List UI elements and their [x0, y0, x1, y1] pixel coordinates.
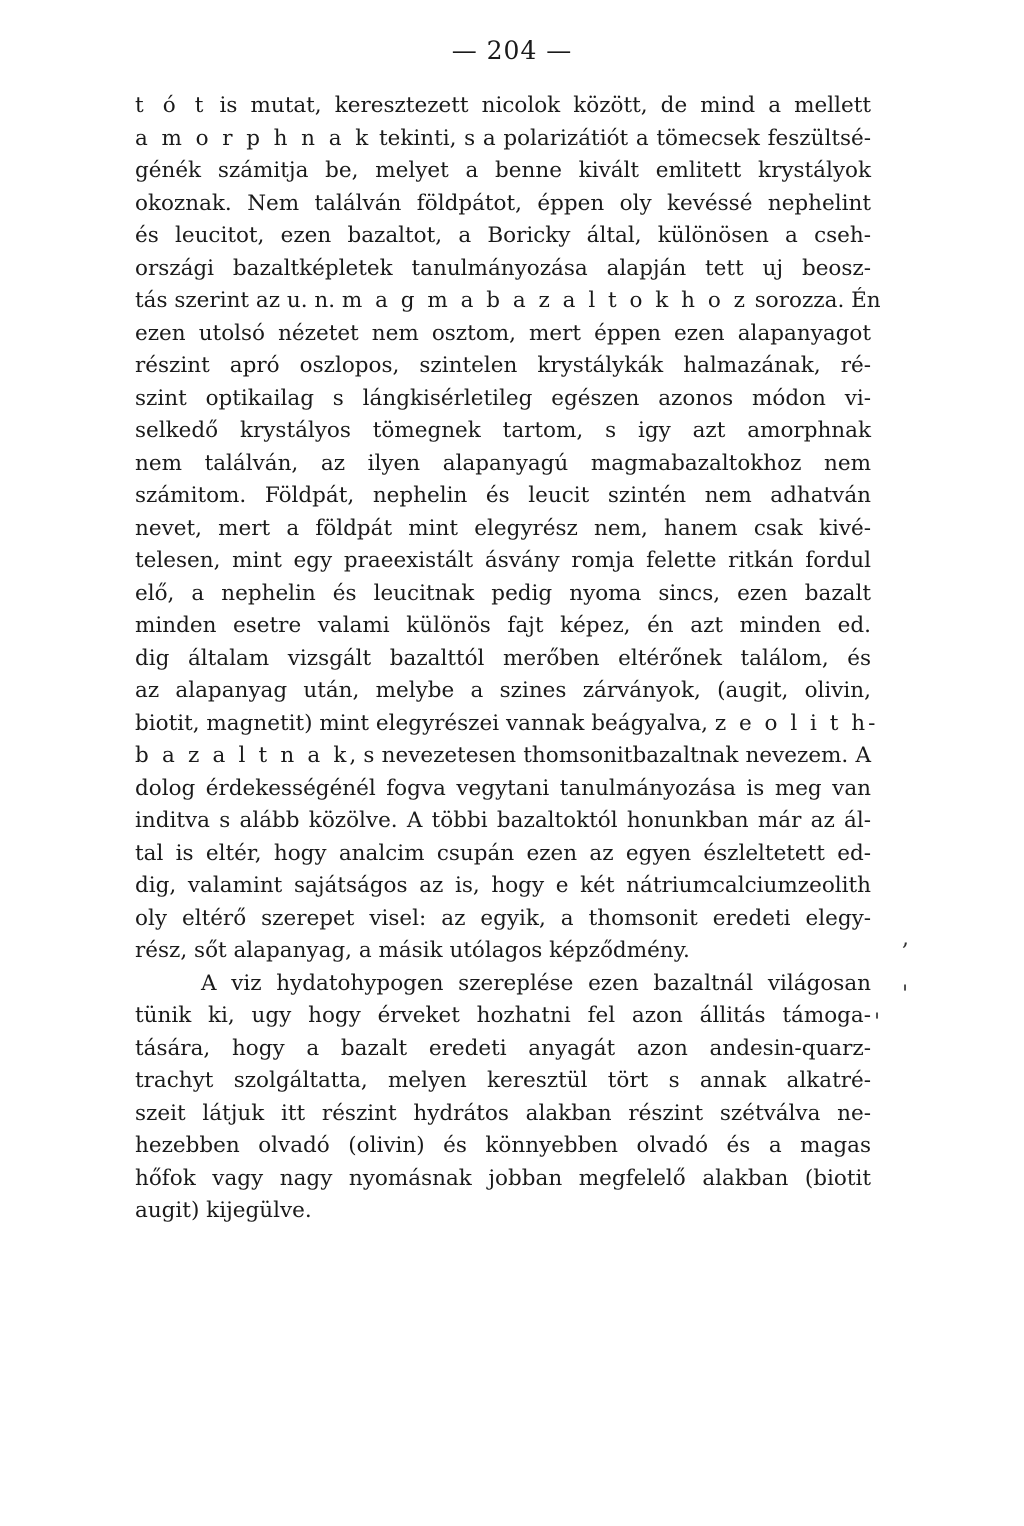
text-line: és leucitot, ezen bazaltot, a Boricky által, különösen a cseh- [135, 223, 871, 248]
text-line: szint optikailag s lángkisérletileg egészen azonos módon vi- [135, 385, 871, 411]
text-line: országi bazaltképletek tanulmányozása alapján tett uj beosz- [135, 255, 871, 281]
page-number: — 204 — [451, 36, 573, 65]
text-line: b a z a l t n a k, s nevezetesen thomsonitbazaltnak nevezem. A [135, 743, 871, 768]
text-line: hőfok vagy nagy nyomásnak jobban megfelelő alakban (biotit [135, 1165, 871, 1191]
text-line: dig általam vizsgált bazalttól merőben eltérőnek találom, és [135, 645, 871, 671]
body-text [135, 90, 881, 1228]
text-line: inditva s alább közölve. A többi bazaltoktól honunkban már az ál- [135, 808, 871, 833]
spaced-term: m a g m a b a z a l t o k h o z [341, 288, 748, 313]
margin-mark: ' [902, 982, 909, 1007]
text-line: rész, sőt alapanyag, a másik utólagos képződmény. [135, 938, 690, 963]
paragraph-start-line: A viz hydatohypogen szereplése ezen bazaltnál világosan [201, 970, 871, 996]
text-line: okoznak. Nem találván földpátot, éppen oly kevéssé nephelint [135, 190, 871, 216]
text-line: nevet, mert a földpát mint elegyrész nem, hanem csak kivé- [135, 515, 871, 541]
text-line: dolog érdekességénél fogva vegytani tanulmányozása is meg van [135, 775, 871, 801]
spaced-term: t ó t [135, 93, 207, 118]
text-line: ezen utolsó nézetet nem osztom, mert éppen ezen alapanyagot [135, 320, 871, 346]
text-line: szeit látjuk itt részint hydrátos alakban részint szétválva ne- [135, 1100, 871, 1126]
text-line: tünik ki, ugy hogy érveket hozhatni fel azon állitás támoga- [135, 1003, 871, 1028]
text-line: elő, a nephelin és leucitnak pedig nyoma sincs, ezen bazalt [135, 580, 871, 606]
text-line: telesen, mint egy praeexistált ásvány romja felette ritkán fordul [135, 548, 871, 573]
text-line: tására, hogy a bazalt eredeti anyagát azon andesin-quarz- [135, 1035, 871, 1061]
spaced-term: a m o r p h n a k [135, 125, 372, 151]
margin-mark: ' [874, 1010, 881, 1035]
text-line: tás szerint az u. n. m a g m a b a z a l t o k h o z sorozza. Én [135, 288, 881, 313]
text-line: nem találván, az ilyen alapanyagú magmabazaltokhoz nem [135, 450, 871, 476]
text-line: az alapanyag után, melybe a szines zárványok, (augit, olivin, [135, 678, 871, 703]
text-line: tal is eltér, hogy analcim csupán ezen az egyen észleltetett ed- [135, 840, 871, 866]
text-line: biotit, magnetit) mint elegyrészei vannak beágyalva, z e o l i t h- [135, 710, 879, 736]
text-line: részint apró oszlopos, szintelen krystálykák halmazának, ré- [135, 353, 871, 378]
spaced-term: z e o l i t h- [714, 710, 879, 736]
text-line: minden esetre valami különös fajt képez, én azt minden ed. [135, 613, 871, 638]
text-line: dig, valamint sajátságos az is, hogy e két nátriumcalciumzeolith [135, 873, 871, 898]
text-line: trachyt szolgáltatta, melyen keresztül tört s annak alkatré- [135, 1068, 871, 1093]
text-line: számitom. Földpát, nephelin és leucit szintén nem adhatván [135, 483, 871, 508]
text-line: a m o r p h n a k tekinti, s a polarizátiót a tömecsek feszültsé- [135, 125, 871, 151]
spaced-term: b a z a l t n a k [135, 743, 350, 768]
text-line: t ó t is mutat, keresztezett nicolok között, de mind a mellett [135, 93, 871, 118]
text-line: selkedő krystályos tömegnek tartom, s igy azt amorphnak [135, 418, 871, 443]
text-line: oly eltérő szerepet visel: az egyik, a thomsonit eredeti elegy- [135, 905, 871, 931]
margin-mark: , [902, 926, 909, 951]
text-line: hezebben olvadó (olivin) és könnyebben olvadó és a magas [135, 1133, 871, 1158]
text-line: génék számitja be, melyet a benne kivált emlitett krystályok [135, 158, 871, 183]
text-line: augit) kijegülve. [135, 1198, 312, 1223]
